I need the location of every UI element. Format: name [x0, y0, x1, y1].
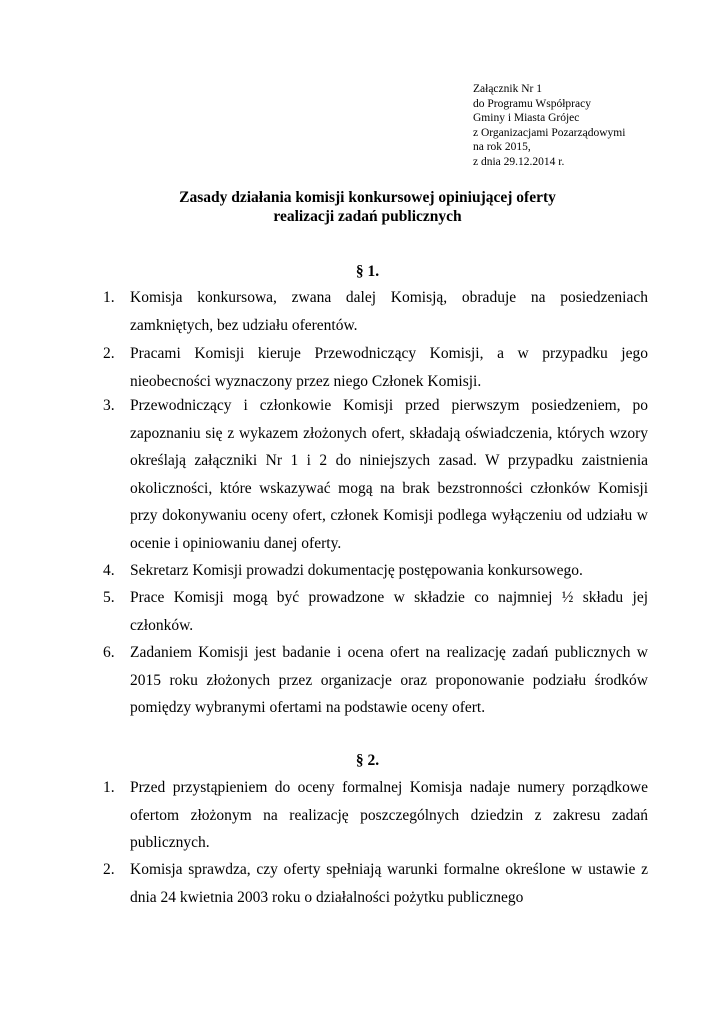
document-title-line-1: Zasady działania komisji konkursowej opiniującej oferty [179, 189, 556, 206]
item-text: Komisja konkursowa, zwana dalej Komisją, obraduje na posiedzeniach zamkniętych, bez udziału oferentów. [130, 289, 648, 334]
item-text: Przewodniczący i członkowie Komisji przed pierwszym posiedzeniem, po zapoznaniu się z wykazem złożonych ofert, składają oświadczenia, których wzory określają załączniki Nr 1 i 2 do niniejszych zasad. W przypadku zaistnienia okoliczności, które wskazywać mogą na brak bezstronności członków Komisji przy dokonywaniu oceny ofert, członek Komisji podlega wyłączeniu od udziału w ocenie i opiniowaniu danej oferty. [130, 397, 648, 552]
list-item [103, 856, 648, 911]
section-heading-1: § 1. [355, 263, 380, 280]
item-text: Komisja sprawdza, czy oferty spełniają warunki formalne określone w ustawie z dnia 24 kwietnia 2003 roku o działalności pożytku publicznego [130, 861, 648, 906]
list-item [103, 392, 648, 558]
list-item [103, 774, 648, 857]
annex-line: Gminy i Miasta Grójec [473, 112, 580, 125]
annex-line: do Programu Współpracy [473, 97, 591, 110]
list-item [103, 557, 648, 585]
item-number: 4. [103, 562, 115, 579]
document-title-line-2: realizacji zadań publicznych [273, 208, 462, 225]
list-item [103, 340, 648, 395]
item-text: Przed przystąpieniem do oceny formalnej Komisja nadaje numery porządkowe ofertom złożonym na realizację poszczególnych dziedzin z zakresu zadań publicznych. [130, 779, 648, 852]
annex-line: z Organizacjami Pozarządowymi [473, 126, 626, 139]
list-item [103, 284, 648, 339]
list-item [103, 639, 648, 722]
item-number: 2. [103, 861, 115, 878]
item-number: 2. [103, 345, 115, 362]
item-number: 1. [103, 779, 115, 796]
section-heading-2: § 2. [355, 752, 380, 769]
annex-note [473, 82, 625, 170]
item-text: Zadaniem Komisji jest badanie i ocena ofert na realizację zadań publicznych w 2015 roku złożonych przez organizacje oraz proponowanie podziału środków pomiędzy wybranymi ofertami na podstawie oceny ofert. [130, 644, 648, 717]
item-number: 6. [103, 644, 115, 661]
annex-line: Załącznik Nr 1 [473, 83, 542, 95]
item-number: 1. [103, 289, 115, 306]
item-text: Sekretarz Komisji prowadzi dokumentację postępowania konkursowego. [130, 562, 583, 579]
item-number: 3. [103, 397, 115, 414]
item-number: 5. [103, 589, 115, 606]
list-item [103, 584, 648, 639]
annex-line: na rok 2015, [473, 141, 531, 154]
item-text: Pracami Komisji kieruje Przewodniczący Komisji, a w przypadku jego nieobecności wyznaczony przez niego Członek Komisji. [130, 345, 648, 390]
item-text: Prace Komisji mogą być prowadzone w składzie co najmniej ½ składu jej członków. [130, 589, 648, 634]
annex-line: z dnia 29.12.2014 r. [473, 155, 565, 168]
